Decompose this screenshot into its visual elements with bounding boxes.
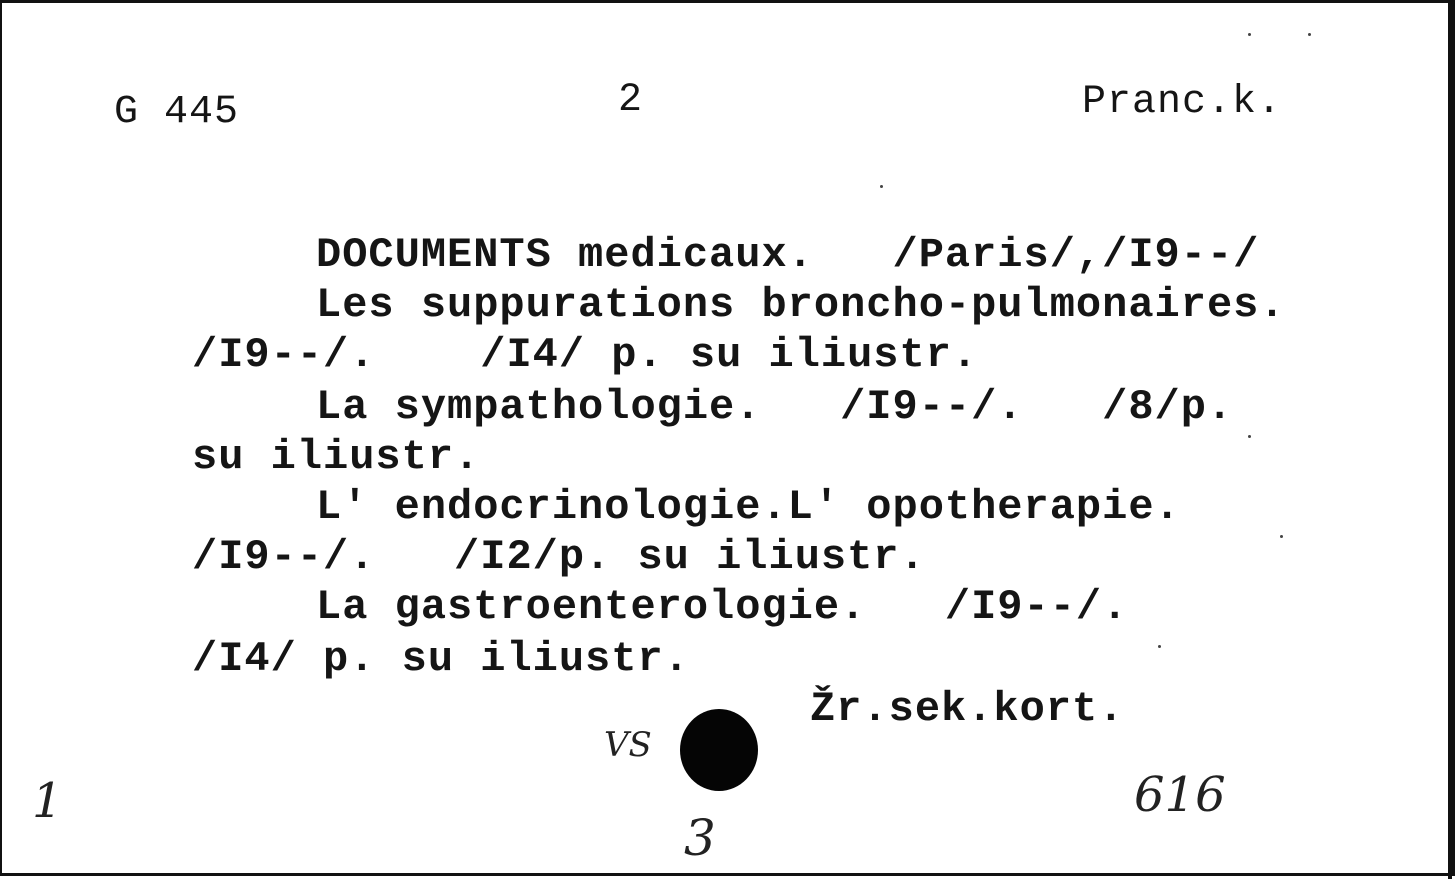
entry-line-work1: Les suppurations broncho-pulmonaires. (316, 281, 1286, 329)
speck (1158, 645, 1161, 648)
library-stamp-dot (680, 709, 758, 791)
speck (1248, 435, 1251, 438)
card-border-right (1448, 3, 1452, 879)
call-number: G 445 (114, 90, 240, 135)
speck (1280, 535, 1283, 538)
speck (1308, 33, 1311, 36)
speck (880, 185, 883, 188)
entry-line-work1-details: /I9--/. /I4/ p. su iliustr. (192, 331, 979, 379)
entry-line-title: DOCUMENTS medicaux. /Paris/,/I9--/ (316, 231, 1260, 279)
entry-line-work4: La gastroenterologie. /I9--/. (316, 583, 1129, 631)
entry-line-work2: La sympathologie. /I9--/. /8/p. (316, 383, 1234, 431)
handwritten-right-number: 616 (1134, 767, 1226, 823)
catalog-label: Pranc.k. (1082, 80, 1283, 125)
card-number: 2 (618, 78, 644, 123)
handwritten-bottom-number: 3 (684, 809, 716, 867)
speck (1248, 33, 1251, 36)
cross-reference: Žr.sek.kort. (810, 685, 1125, 733)
entry-line-work3: L' endocrinologie.L' opotherapie. (316, 483, 1181, 531)
handwritten-left-mark: 1 (32, 773, 63, 829)
entry-line-work2-details: su iliustr. (192, 433, 481, 481)
handwritten-initials: VS (604, 725, 652, 765)
entry-line-work3-details: /I9--/. /I2/p. su iliustr. (192, 533, 926, 581)
entry-line-work4-details: /I4/ p. su iliustr. (192, 635, 690, 683)
